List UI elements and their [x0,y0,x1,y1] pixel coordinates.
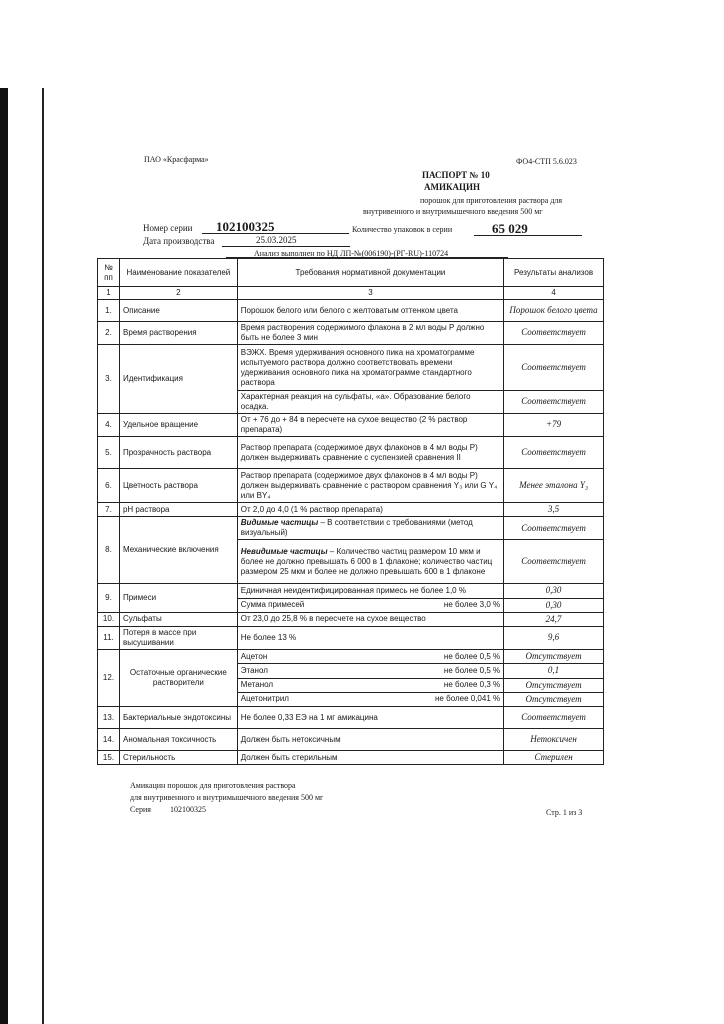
table-row [98,729,604,751]
row-name: Стерильность [119,751,237,765]
qty-value: 65 029 [492,221,528,236]
row-result: Соответствует [504,707,604,729]
row-result: Соответствует [504,322,604,345]
row-name: Примеси [119,584,237,613]
row-result: Соответствует [504,437,604,469]
row-requirement [237,598,503,612]
table-row [98,414,604,437]
row-num: 14. [98,729,120,751]
date-label: Дата производства [143,236,215,246]
row-requirement [237,540,503,584]
row-num: 9. [98,584,120,613]
row-name: Механические включения [119,517,237,584]
row-result: Соответствует [504,391,604,414]
form-code: ФО4-СТП 5.6.023 [516,157,577,166]
row-name: Прозрачность раствора [119,437,237,469]
table-row [98,469,604,503]
row-num: 8. [98,517,120,584]
solvent-name: Метанол [240,680,274,690]
row-num: 5. [98,437,120,469]
row-num: 7. [98,503,120,517]
row-name: Аномальная токсичность [119,729,237,751]
row-result: 3,5 [504,503,604,517]
series-underline [202,233,349,234]
product-desc-2: внутривенного и внутримышечного введения 500 мг [363,207,543,216]
row-requirement [237,678,503,692]
analysis-line: Анализ выполнен по НД ЛП-№(006190)-(РГ-RU)-110724 [254,249,449,258]
table-row [98,584,604,598]
row-name: Остаточные органические растворители [119,650,237,707]
scan-edge [0,88,8,1024]
row-requirement: Раствор препарата (содержимое двух флаконов в 4 мл воды Р) должен выдерживать сравнение с суспензией сравнения II [237,437,503,469]
row-result: Соответствует [504,517,604,540]
series-value: 102100325 [216,219,275,234]
visible-particles-label: Видимые частицы [240,518,319,528]
row-name: Описание [119,300,237,322]
row-requirement: Должен быть нетоксичным [237,729,503,751]
qty-underline [474,235,582,236]
row-result: Отсутствует [504,678,604,692]
solvent-limit: не более 0,041 % [435,694,501,704]
row-num: 2. [98,322,120,345]
row-result: 0,30 [504,598,604,612]
footer-line-2: для внутривенного и внутримышечного введения 500 мг [130,793,324,802]
row-result: 9,6 [504,627,604,650]
table-row [98,751,604,765]
row-num: 12. [98,650,120,707]
row-name: Идентификация [119,345,237,414]
row-result: Стерилен [504,751,604,765]
row-requirement: От 2,0 до 4,0 (1 % раствор препарата) [237,503,503,517]
index-cell: 3 [237,287,503,300]
row-requirement: Характерная реакция на сульфаты, «а». Образование белого осадка. [237,391,503,414]
table-row [98,322,604,345]
row-result: Соответствует [504,540,604,584]
row-num: 4. [98,414,120,437]
date-value: 25.03.2025 [256,235,297,245]
index-cell: 2 [119,287,237,300]
impurity-sum-label: Сумма примесей [240,600,305,610]
invisible-particles-text: – Количество частиц размером 10 мкм и более не должно превышать 6 000 в 1 флаконе; количество частиц размером 25 мкм и более не должно превышать 600 в 1 флаконе [240,546,493,576]
row-result: Менее эталона Y₃ [504,469,604,503]
analysis-table [97,258,604,765]
row-name: Время растворения [119,322,237,345]
table-row [98,345,604,391]
header-name: Наименование показателей [119,259,237,287]
row-name: Бактериальные эндотоксины [119,707,237,729]
row-result: 0,1 [504,664,604,678]
solvent-name: Ацетон [240,651,268,661]
footer-series-value: 102100325 [170,805,206,814]
row-requirement [237,517,503,540]
row-result: Соответствует [504,345,604,391]
invisible-particles-label: Невидимые частицы [240,546,328,556]
table-row [98,517,604,540]
row-requirement: ВЭЖХ. Время удерживания основного пика на хроматограмме испытуемого раствора должно соответствовать времени удерживания основного пика на хроматограмме стандартного раствора [237,345,503,391]
table-row [98,612,604,626]
table-row [98,650,604,664]
row-requirement: От 23,0 до 25,8 % в пересчете на сухое вещество [237,612,503,626]
table-index-row [98,287,604,300]
row-result: Нетоксичен [504,729,604,751]
scan-edge-line [42,88,44,1024]
header-num: № пп [98,259,120,287]
solvent-limit: не более 0,3 % [443,680,501,690]
solvent-name: Этанол [240,665,268,675]
index-cell: 1 [98,287,120,300]
series-label: Номер серии [143,223,193,233]
row-num: 15. [98,751,120,765]
footer-line-1: Амикацин порошок для приготовления раствора [130,781,296,790]
row-requirement: Не более 13 % [237,627,503,650]
date-underline [222,246,350,247]
row-result: 24,7 [504,612,604,626]
row-name: Сульфаты [119,612,237,626]
header-req: Требования нормативной документации [237,259,503,287]
company-name: ПАО «Красфарма» [144,155,209,164]
row-requirement: Единичная неидентифицированная примесь не более 1,0 % [237,584,503,598]
row-name: pH раствора [119,503,237,517]
row-num: 3. [98,345,120,414]
row-num: 6. [98,469,120,503]
qty-label: Количество упаковок в серии [352,225,453,234]
row-name: Удельное вращение [119,414,237,437]
row-requirement: От + 76 до + 84 в пересчете на сухое вещество (2 % раствор препарата) [237,414,503,437]
row-result: 0,30 [504,584,604,598]
row-num: 13. [98,707,120,729]
solvent-limit: не более 0,5 % [443,651,501,661]
table-row [98,707,604,729]
row-requirement [237,664,503,678]
row-requirement: Время растворения содержимого флакона в 2 мл воды Р должно быть не более 3 мин [237,322,503,345]
solvent-limit: не более 0,5 % [443,665,501,675]
row-requirement: Порошок белого или белого с желтоватым оттенком цвета [237,300,503,322]
passport-number: ПАСПОРТ № 10 [422,170,490,180]
row-name: Цветность раствора [119,469,237,503]
row-result: Отсутствует [504,650,604,664]
row-requirement: Не более 0,33 ЕЭ на 1 мг амикацина [237,707,503,729]
row-requirement [237,650,503,664]
page-number: Стр. 1 из 3 [546,808,583,817]
table-row [98,503,604,517]
table-row [98,300,604,322]
table-header-row [98,259,604,287]
product-desc-1: порошок для приготовления раствора для [420,196,563,205]
row-requirement: Раствор препарата (содержимое двух флаконов в 4 мл воды Р) должен выдерживать сравнение с раствором сравнения Y₃ или G Y₄ или BY₄ [237,469,503,503]
product-title: АМИКАЦИН [424,182,481,192]
row-result: Отсутствует [504,692,604,706]
solvent-name: Ацетонитрил [240,694,289,704]
row-requirement: Должен быть стерильным [237,751,503,765]
row-name: Потеря в массе при высушивании [119,627,237,650]
row-result: Порошок белого цвета [504,300,604,322]
table-row [98,627,604,650]
row-result: +79 [504,414,604,437]
row-num: 1. [98,300,120,322]
table-row [98,437,604,469]
impurity-sum-limit: не более 3,0 % [443,600,501,610]
header-res: Результаты анализов [504,259,604,287]
row-num: 11. [98,627,120,650]
visible-particles-text: – В соответствии с требованиями (метод визуальный) [240,518,473,538]
row-num: 10. [98,612,120,626]
index-cell: 4 [504,287,604,300]
footer-series-label: Серия [130,805,151,814]
row-requirement [237,692,503,706]
